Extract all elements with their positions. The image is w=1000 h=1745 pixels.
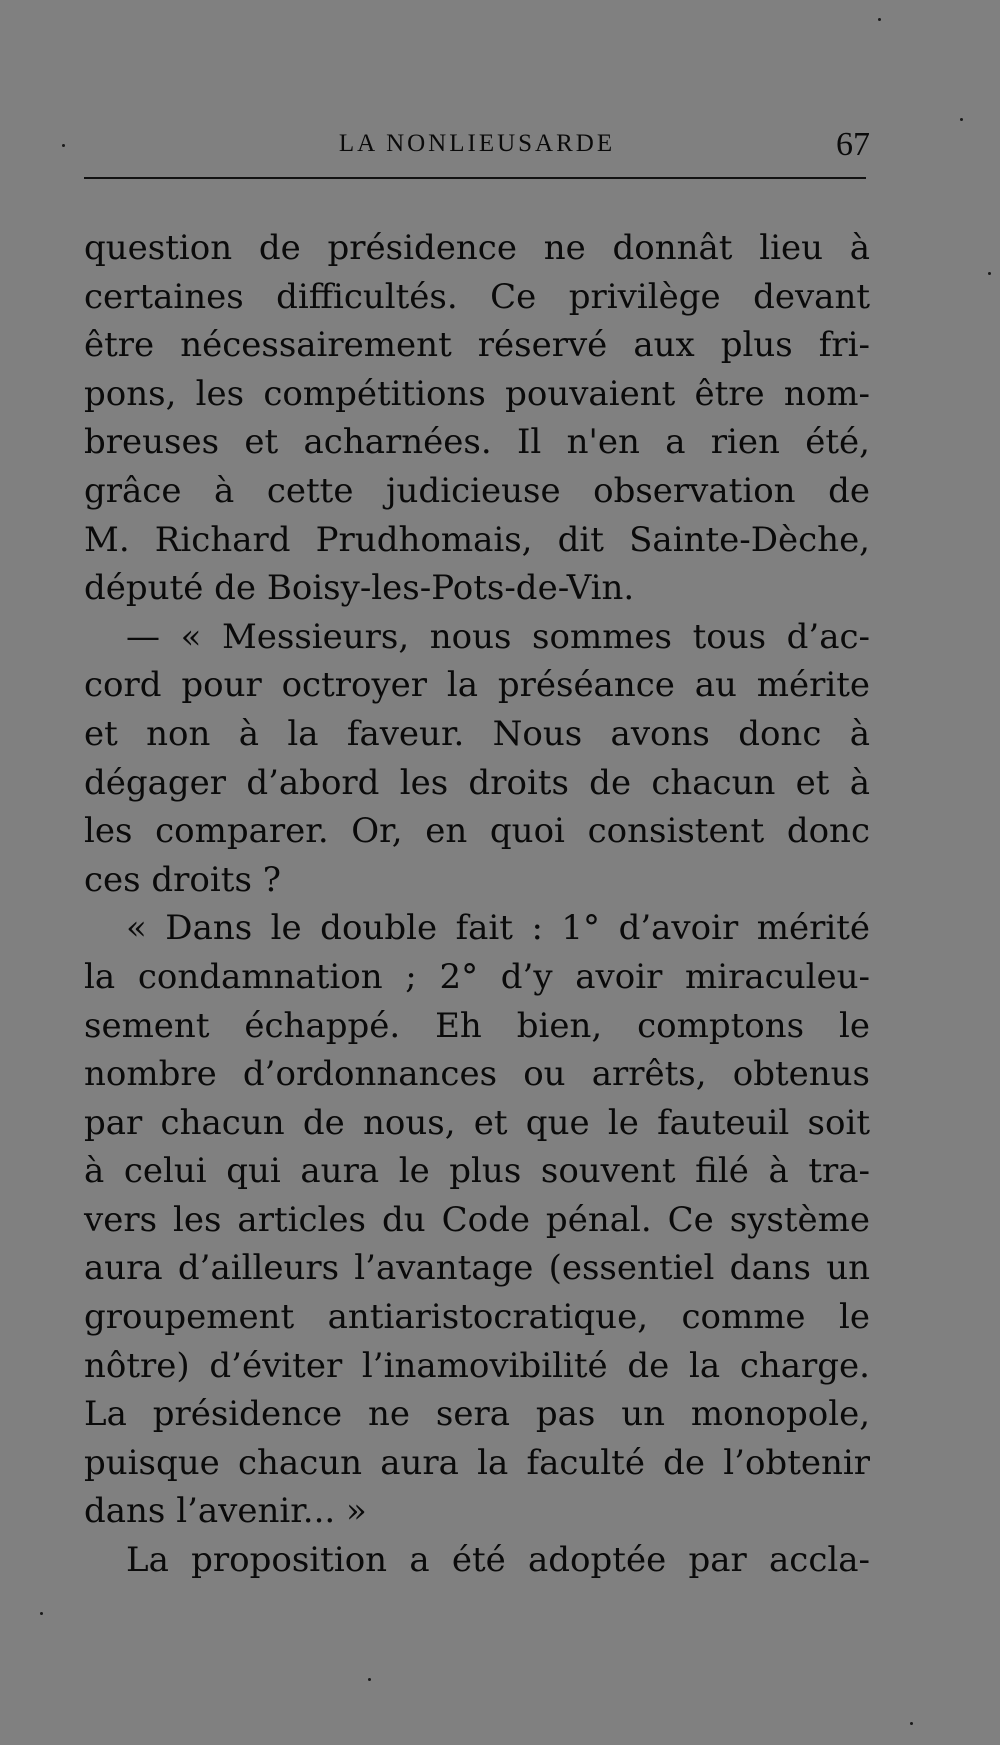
text-line: groupement antiaristocratique, comme le: [84, 1297, 870, 1338]
text-line: les comparer. Or, en quoi consistent donc: [84, 811, 870, 852]
text-line: à celui qui aura le plus souvent filé à tra-: [84, 1151, 870, 1192]
text-line: cord pour octroyer la préséance au mérite: [84, 665, 870, 706]
paragraph: [84, 224, 870, 613]
text-line: vers les articles du Code pénal. Ce système: [84, 1199, 870, 1240]
text-line: nombre d’ordonnances ou arrêts, obtenus: [84, 1054, 870, 1095]
text-line: breuses et acharnées. Il n'en a rien été,: [84, 422, 870, 463]
text-line: « Dans le double fait : 1° d’avoir mérité: [126, 908, 870, 949]
scan-speck: [368, 1678, 371, 1681]
header-rule: [84, 177, 866, 179]
text-line: grâce à cette judicieuse observation de: [84, 470, 870, 511]
text-line: M. Richard Prudhomais, dit Sainte-Dèche,: [84, 519, 870, 560]
text-line: dégager d’abord les droits de chacun et à: [84, 762, 870, 803]
paragraph: [84, 613, 870, 905]
paragraph: [84, 904, 870, 1536]
text-line: nôtre) d’éviter l’inamovibilité de la charge.: [84, 1345, 870, 1386]
text-line: sement échappé. Eh bien, comptons le: [84, 1005, 870, 1046]
scan-speck: [878, 18, 881, 21]
text-line: La présidence ne sera pas un monopole,: [84, 1394, 870, 1435]
scan-speck: [960, 118, 963, 121]
text-line: La proposition a été adoptée par accla-: [126, 1540, 870, 1581]
scan-speck: [62, 144, 65, 147]
text-line: par chacun de nous, et que le fauteuil soit: [84, 1102, 870, 1143]
text-line: et non à la faveur. Nous avons donc à: [84, 713, 870, 754]
running-title: LA NONLIEUSARDE: [338, 130, 616, 157]
text-line: puisque chacun aura la faculté de l’obtenir: [84, 1442, 870, 1483]
text-line: la condamnation ; 2° d’y avoir miraculeu-: [84, 956, 870, 997]
text-line: député de Boisy-les-Pots-de-Vin.: [84, 568, 635, 609]
running-head: [84, 126, 870, 166]
scan-speck: [910, 1722, 913, 1725]
paragraph: [84, 1536, 870, 1585]
text-line: — « Messieurs, nous sommes tous d’ac-: [126, 616, 870, 657]
text-line: dans l’avenir... »: [84, 1491, 367, 1532]
text-line: aura d’ailleurs l’avantage (essentiel dans un: [84, 1248, 870, 1289]
text-line: ces droits ?: [84, 859, 281, 900]
text-line: pons, les compétitions pouvaient être nom-: [84, 373, 870, 414]
text-line: être nécessairement réservé aux plus fri-: [84, 325, 870, 366]
page-number: 67: [836, 126, 870, 163]
text-line: certaines difficultés. Ce privilège devant: [84, 276, 870, 317]
scan-speck: [40, 1612, 43, 1615]
scan-speck: [988, 272, 991, 275]
text-line: question de présidence ne donnât lieu à: [84, 228, 870, 268]
body-text: [84, 224, 870, 1585]
